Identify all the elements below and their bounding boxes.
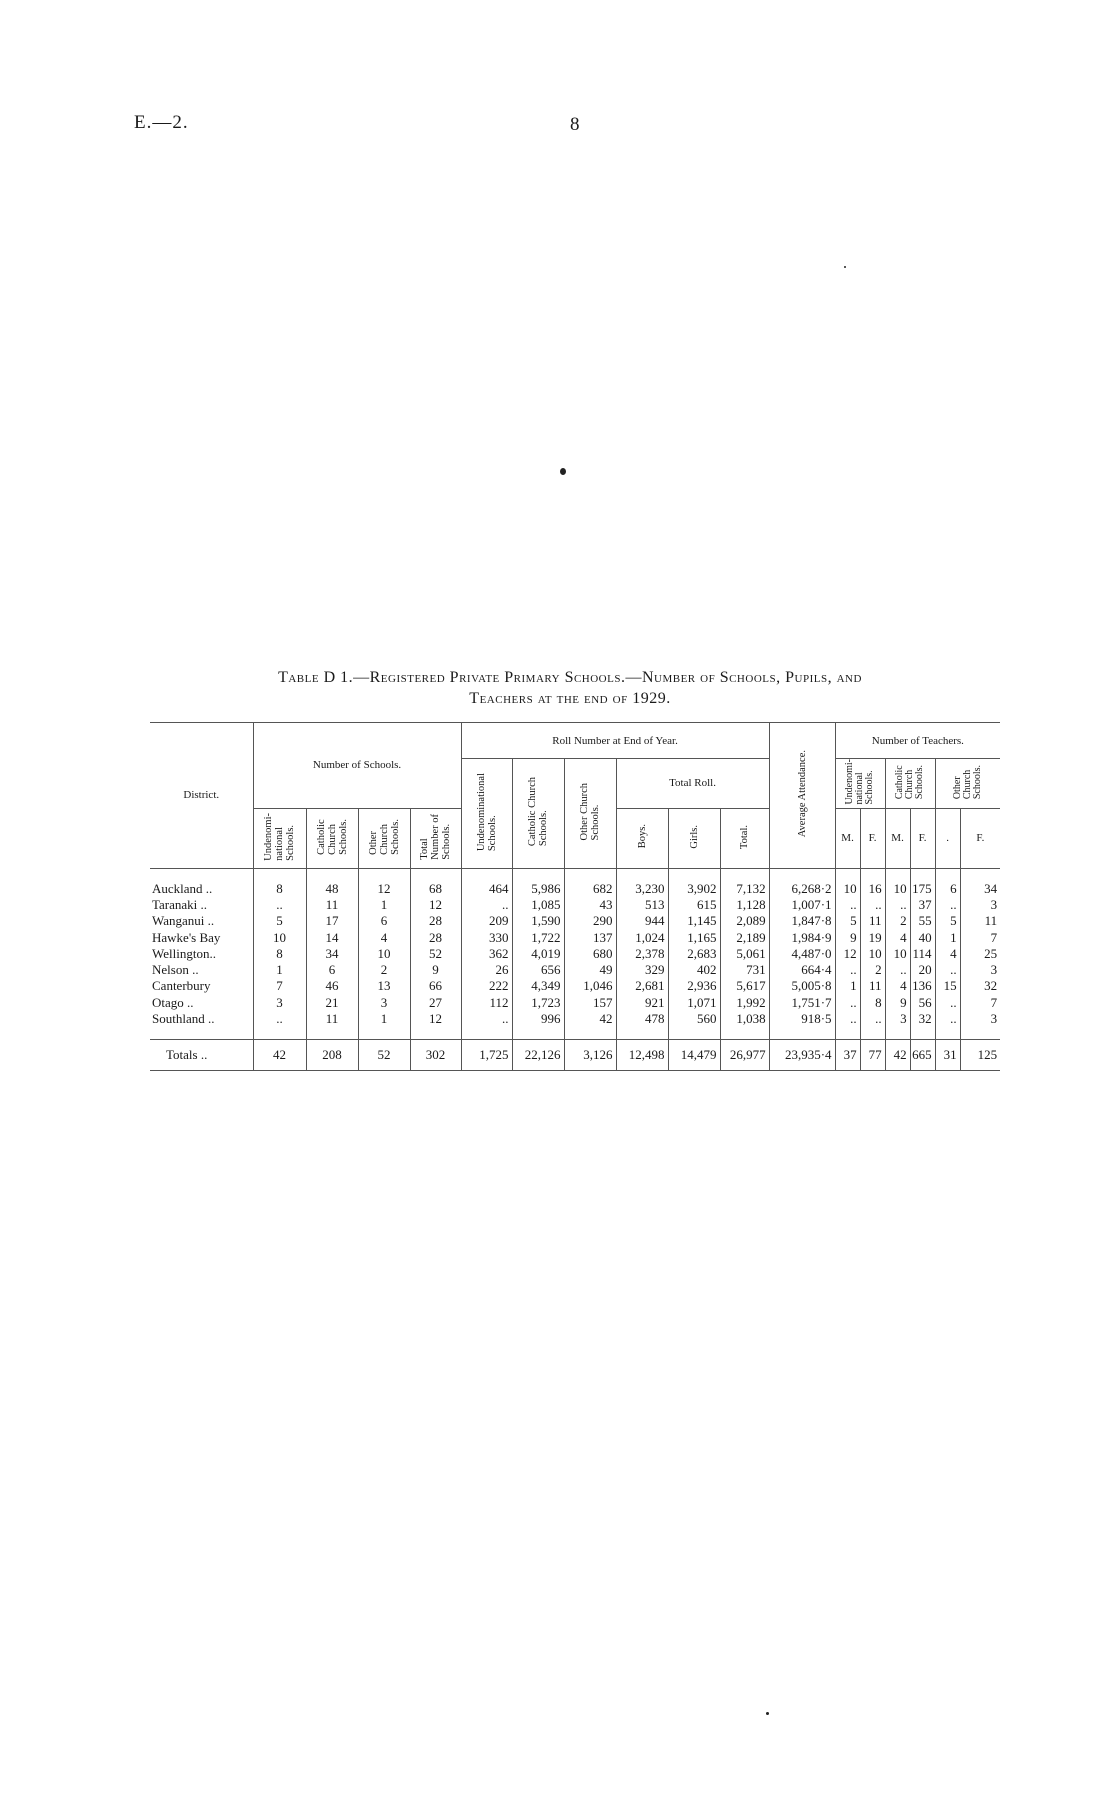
value-cell: 682 <box>564 881 616 897</box>
value-cell: 13 <box>358 978 410 994</box>
value-cell: .. <box>935 995 960 1011</box>
value-cell: 3,902 <box>668 881 720 897</box>
value-cell: 25 <box>960 946 1000 962</box>
totals-row <box>150 1040 1000 1071</box>
value-cell: 26,977 <box>720 1040 769 1071</box>
district-cell: Auckland .. <box>152 880 213 896</box>
value-cell: 1,007·1 <box>769 897 835 913</box>
value-cell: 17 <box>306 913 358 929</box>
value-cell: 52 <box>410 946 461 962</box>
value-cell: 302 <box>410 1040 461 1071</box>
value-cell: 20 <box>910 962 935 978</box>
value-cell: 944 <box>616 913 668 929</box>
value-cell: 11 <box>860 913 885 929</box>
schools-table-wrapper <box>150 722 1000 1071</box>
value-cell: 16 <box>860 881 885 897</box>
value-cell: 1,751·7 <box>769 995 835 1011</box>
value-cell: 996 <box>512 1011 564 1027</box>
value-cell: 2,681 <box>616 978 668 994</box>
value-cell: 1,145 <box>668 913 720 929</box>
value-cell: 7 <box>960 929 1000 945</box>
speck <box>844 266 846 268</box>
value-cell: 4 <box>358 929 410 945</box>
value-cell: 11 <box>860 978 885 994</box>
teachers-other-m-header: . <box>935 808 960 868</box>
value-cell: 52 <box>358 1040 410 1071</box>
district-cell: Wanganui .. <box>152 913 215 929</box>
boys-header: Boys. <box>616 808 668 868</box>
number-of-teachers-header: Number of Teachers. <box>835 723 1000 759</box>
value-cell: 3,126 <box>564 1040 616 1071</box>
value-cell: 4 <box>935 946 960 962</box>
value-cell: 10 <box>358 946 410 962</box>
value-cell: 7 <box>253 978 306 994</box>
value-cell: 680 <box>564 946 616 962</box>
value-cell: 2,089 <box>720 913 769 929</box>
value-cell: 7,132 <box>720 881 769 897</box>
value-cell: 37 <box>910 897 935 913</box>
value-cell: 1 <box>358 897 410 913</box>
value-cell: 665 <box>910 1040 935 1071</box>
value-cell: 10 <box>253 929 306 945</box>
value-cell: 137 <box>564 929 616 945</box>
roll-number-header: Roll Number at End of Year. <box>461 723 769 759</box>
value-cell: 12 <box>358 881 410 897</box>
speck <box>560 468 566 475</box>
value-cell: 5 <box>253 913 306 929</box>
value-cell: 8 <box>253 946 306 962</box>
value-cell: 5,061 <box>720 946 769 962</box>
roll-catholic-header: Catholic Church Schools. <box>512 759 564 869</box>
district-cell: Hawke's Bay <box>152 929 221 945</box>
table-title <box>150 667 990 709</box>
value-cell: 478 <box>616 1011 668 1027</box>
value-cell: 5,617 <box>720 978 769 994</box>
value-cell: 32 <box>960 978 1000 994</box>
value-cell: 402 <box>668 962 720 978</box>
value-cell: 731 <box>720 962 769 978</box>
value-cell: 5 <box>935 913 960 929</box>
value-cell: .. <box>935 962 960 978</box>
girls-header: Girls. <box>668 808 720 868</box>
district-cell: Nelson .. <box>152 962 199 978</box>
table-row <box>150 962 1000 978</box>
schools-other-header: Other Church Schools. <box>358 808 410 868</box>
title-year: 1929. <box>632 690 671 707</box>
district-cell: Otago .. <box>152 994 194 1010</box>
value-cell: 1,024 <box>616 929 668 945</box>
value-cell: 34 <box>960 881 1000 897</box>
value-cell: 68 <box>410 881 461 897</box>
value-cell: 208 <box>306 1040 358 1071</box>
district-cell: Totals .. <box>150 1040 253 1071</box>
value-cell: 2,683 <box>668 946 720 962</box>
spacer-row <box>150 868 1000 881</box>
page-number: 8 <box>570 114 580 135</box>
value-cell: 56 <box>910 995 935 1011</box>
title-line-1: Table D 1.—Registered Private Primary Schools.—Number of Schools, Pupils, and <box>278 669 862 686</box>
value-cell: 14 <box>306 929 358 945</box>
speck <box>766 1712 769 1715</box>
value-cell: 5 <box>835 913 860 929</box>
value-cell: 10 <box>860 946 885 962</box>
value-cell: .. <box>885 962 910 978</box>
teachers-catholic-f-header: F. <box>910 808 935 868</box>
district-cell: Wellington.. <box>152 945 216 961</box>
number-of-schools-header: Number of Schools. <box>253 723 461 809</box>
roll-undenom-header: Undenominational Schools. <box>461 759 512 869</box>
table-row <box>150 995 1000 1011</box>
table-row <box>150 881 1000 897</box>
page-reference: E.—2. <box>134 112 189 133</box>
value-cell: .. <box>835 962 860 978</box>
value-cell: 4,349 <box>512 978 564 994</box>
value-cell: 1,992 <box>720 995 769 1011</box>
value-cell: 19 <box>860 929 885 945</box>
schools-total-header: Total Number of Schools. <box>410 808 461 868</box>
value-cell: .. <box>461 897 512 913</box>
value-cell: .. <box>253 897 306 913</box>
value-cell: 55 <box>910 913 935 929</box>
value-cell: 1,128 <box>720 897 769 913</box>
value-cell: 136 <box>910 978 935 994</box>
teachers-other-header: Other Church Schools. <box>935 759 1000 809</box>
value-cell: 22,126 <box>512 1040 564 1071</box>
district-cell: Canterbury <box>152 978 211 994</box>
value-cell: 8 <box>253 881 306 897</box>
district-header: District. <box>150 723 253 869</box>
value-cell: 1,590 <box>512 913 564 929</box>
total-header: Total. <box>720 808 769 868</box>
value-cell: 66 <box>410 978 461 994</box>
table-row <box>150 978 1000 994</box>
value-cell: .. <box>835 995 860 1011</box>
value-cell: .. <box>835 897 860 913</box>
value-cell: 42 <box>253 1040 306 1071</box>
value-cell: 2 <box>860 962 885 978</box>
value-cell: 9 <box>835 929 860 945</box>
average-attendance-header: Average Attendance. <box>769 723 835 869</box>
value-cell: 2 <box>885 913 910 929</box>
value-cell: 918·5 <box>769 1011 835 1027</box>
value-cell: 32 <box>910 1011 935 1027</box>
value-cell: 12 <box>410 1011 461 1027</box>
value-cell: .. <box>461 1011 512 1027</box>
value-cell: 40 <box>910 929 935 945</box>
value-cell: 28 <box>410 913 461 929</box>
value-cell: 1 <box>358 1011 410 1027</box>
value-cell: 125 <box>960 1040 1000 1071</box>
value-cell: 37 <box>835 1040 860 1071</box>
value-cell: 4,019 <box>512 946 564 962</box>
schools-table <box>150 722 1000 1071</box>
value-cell: 1,723 <box>512 995 564 1011</box>
value-cell: 46 <box>306 978 358 994</box>
teachers-other-f-header: F. <box>960 808 1000 868</box>
value-cell: 8 <box>860 995 885 1011</box>
value-cell: 3,230 <box>616 881 668 897</box>
value-cell: 10 <box>885 946 910 962</box>
value-cell: 3 <box>253 995 306 1011</box>
value-cell: 3 <box>960 962 1000 978</box>
value-cell: 43 <box>564 897 616 913</box>
table-row <box>150 897 1000 913</box>
value-cell: 3 <box>960 897 1000 913</box>
value-cell: 6 <box>306 962 358 978</box>
value-cell: 3 <box>358 995 410 1011</box>
value-cell: .. <box>253 1011 306 1027</box>
value-cell: 1,725 <box>461 1040 512 1071</box>
value-cell: 12 <box>835 946 860 962</box>
schools-undenom-header: Undenomi- national Schools. <box>253 808 306 868</box>
value-cell: 513 <box>616 897 668 913</box>
value-cell: 5,986 <box>512 881 564 897</box>
value-cell: 157 <box>564 995 616 1011</box>
value-cell: 330 <box>461 929 512 945</box>
total-roll-header: Total Roll. <box>616 759 769 809</box>
teachers-catholic-header: Catholic Church Schools. <box>885 759 935 809</box>
value-cell: 9 <box>410 962 461 978</box>
value-cell: .. <box>935 1011 960 1027</box>
value-cell: 1,038 <box>720 1011 769 1027</box>
value-cell: 11 <box>960 913 1000 929</box>
value-cell: 2 <box>358 962 410 978</box>
schools-catholic-header: Catholic Church Schools. <box>306 808 358 868</box>
title-line-2 <box>150 688 990 709</box>
value-cell: .. <box>860 897 885 913</box>
value-cell: .. <box>935 897 960 913</box>
teachers-undenom-m-header: M. <box>835 808 860 868</box>
table-row <box>150 929 1000 945</box>
value-cell: 42 <box>564 1011 616 1027</box>
value-cell: 21 <box>306 995 358 1011</box>
teachers-undenom-f-header: F. <box>860 808 885 868</box>
value-cell: 112 <box>461 995 512 1011</box>
value-cell: 10 <box>885 881 910 897</box>
district-cell: Southland .. <box>152 1011 215 1027</box>
value-cell: 656 <box>512 962 564 978</box>
value-cell: 3 <box>885 1011 910 1027</box>
value-cell: 1,984·9 <box>769 929 835 945</box>
value-cell: 11 <box>306 1011 358 1027</box>
value-cell: 4 <box>885 929 910 945</box>
value-cell: 10 <box>835 881 860 897</box>
value-cell: 329 <box>616 962 668 978</box>
value-cell: 12 <box>410 897 461 913</box>
value-cell: 1 <box>253 962 306 978</box>
value-cell: 15 <box>935 978 960 994</box>
value-cell: 114 <box>910 946 935 962</box>
value-cell: 464 <box>461 881 512 897</box>
value-cell: 2,189 <box>720 929 769 945</box>
value-cell: 11 <box>306 897 358 913</box>
value-cell: 27 <box>410 995 461 1011</box>
spacer-row <box>150 1027 1000 1040</box>
value-cell: .. <box>835 1011 860 1027</box>
value-cell: 1,046 <box>564 978 616 994</box>
value-cell: 1,847·8 <box>769 913 835 929</box>
value-cell: 1,071 <box>668 995 720 1011</box>
value-cell: 7 <box>960 995 1000 1011</box>
teachers-catholic-m-header: M. <box>885 808 910 868</box>
value-cell: 1 <box>835 978 860 994</box>
value-cell: 9 <box>885 995 910 1011</box>
teachers-undenom-header: Undenomi- national Schools. <box>835 759 885 809</box>
value-cell: 12,498 <box>616 1040 668 1071</box>
value-cell: 34 <box>306 946 358 962</box>
value-cell: 77 <box>860 1040 885 1071</box>
value-cell: 1,165 <box>668 929 720 945</box>
value-cell: 31 <box>935 1040 960 1071</box>
value-cell: 3 <box>960 1011 1000 1027</box>
value-cell: 4,487·0 <box>769 946 835 962</box>
value-cell: 4 <box>885 978 910 994</box>
value-cell: 1,085 <box>512 897 564 913</box>
value-cell: 615 <box>668 897 720 913</box>
value-cell: 222 <box>461 978 512 994</box>
value-cell: 1,722 <box>512 929 564 945</box>
value-cell: .. <box>860 1011 885 1027</box>
value-cell: 28 <box>410 929 461 945</box>
value-cell: 175 <box>910 881 935 897</box>
value-cell: 2,378 <box>616 946 668 962</box>
district-cell: Taranaki .. <box>152 896 208 912</box>
value-cell: 560 <box>668 1011 720 1027</box>
value-cell: 23,935·4 <box>769 1040 835 1071</box>
value-cell: 362 <box>461 946 512 962</box>
value-cell: .. <box>885 897 910 913</box>
table-row <box>150 946 1000 962</box>
value-cell: 6 <box>358 913 410 929</box>
table-row <box>150 1011 1000 1027</box>
title-line-2-text: Teachers at the end of <box>469 690 628 707</box>
value-cell: 6,268·2 <box>769 881 835 897</box>
value-cell: 1 <box>935 929 960 945</box>
value-cell: 49 <box>564 962 616 978</box>
value-cell: 5,005·8 <box>769 978 835 994</box>
roll-other-header: Other Church Schools. <box>564 759 616 869</box>
value-cell: 42 <box>885 1040 910 1071</box>
value-cell: 48 <box>306 881 358 897</box>
value-cell: 209 <box>461 913 512 929</box>
value-cell: 26 <box>461 962 512 978</box>
value-cell: 664·4 <box>769 962 835 978</box>
table-row <box>150 913 1000 929</box>
value-cell: 2,936 <box>668 978 720 994</box>
value-cell: 14,479 <box>668 1040 720 1071</box>
value-cell: 290 <box>564 913 616 929</box>
value-cell: 6 <box>935 881 960 897</box>
value-cell: 921 <box>616 995 668 1011</box>
